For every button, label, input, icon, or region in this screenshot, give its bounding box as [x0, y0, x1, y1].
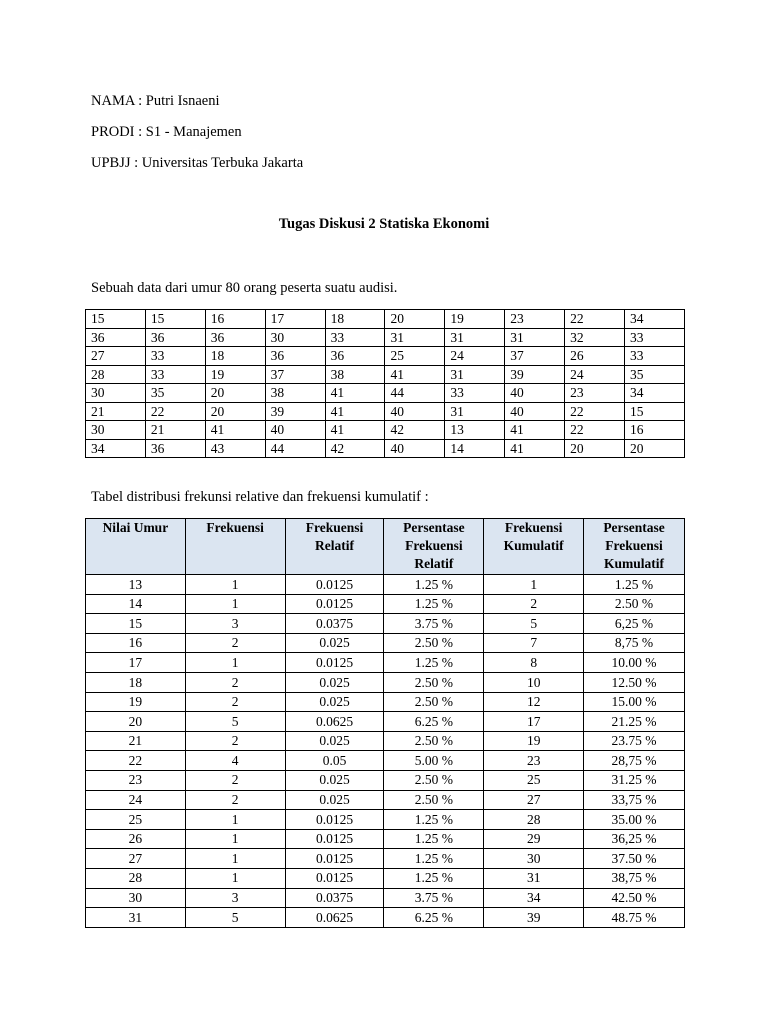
table-row [86, 731, 685, 751]
age-cell: 40 [385, 439, 445, 458]
persentase-kumulatif-cell: 2.50 % [584, 594, 685, 614]
frekuensi-relatif-cell: 0.0625 [285, 908, 384, 928]
persentase-kumulatif-cell: 15.00 % [584, 692, 685, 712]
age-cell: 36 [205, 328, 265, 347]
upbjj-unit: UPBJJ : Universitas Terbuka Jakarta [91, 155, 304, 171]
age-cell: 42 [385, 421, 445, 440]
age-cell: 41 [325, 421, 385, 440]
age-cell: 44 [385, 384, 445, 403]
age-cell: 36 [145, 328, 205, 347]
student-name: NAMA : Putri Isnaeni [91, 93, 220, 109]
age-cell: 41 [505, 439, 565, 458]
age-cell: 19 [205, 365, 265, 384]
age-cell: 30 [86, 421, 146, 440]
table-row [86, 888, 685, 908]
age-cell: 20 [205, 402, 265, 421]
header-text-line: Nilai Umur [102, 520, 169, 535]
age-cell: 40 [505, 384, 565, 403]
header-frekuensi-kumulatif [484, 519, 584, 575]
persentase-kumulatif-cell: 48.75 % [584, 908, 685, 928]
frekuensi-kumulatif-cell: 28 [484, 810, 584, 830]
table-row [86, 829, 685, 849]
age-cell: 40 [385, 402, 445, 421]
frekuensi-relatif-cell: 0.0125 [285, 810, 384, 830]
frekuensi-cell: 1 [185, 868, 285, 888]
frekuensi-relatif-cell: 0.0625 [285, 712, 384, 732]
age-cell: 30 [265, 328, 325, 347]
age-cell: 38 [265, 384, 325, 403]
document-title: Tugas Diskusi 2 Statiska Ekonomi [278, 216, 490, 232]
frekuensi-cell: 1 [185, 575, 285, 595]
distribution-intro-text: Tabel distribusi frekunsi relative dan frekuensi kumulatif : [91, 489, 429, 505]
persentase-relatif-cell: 2.50 % [384, 731, 484, 751]
nilai-umur-cell: 31 [86, 908, 186, 928]
nilai-umur-cell: 26 [86, 829, 186, 849]
persentase-kumulatif-cell: 31.25 % [584, 770, 685, 790]
age-cell: 31 [505, 328, 565, 347]
frekuensi-relatif-cell: 0.0375 [285, 888, 384, 908]
persentase-relatif-cell: 1.25 % [384, 829, 484, 849]
table-row [86, 310, 685, 329]
age-cell: 17 [265, 310, 325, 329]
frekuensi-kumulatif-cell: 1 [484, 575, 584, 595]
persentase-relatif-cell: 1.25 % [384, 868, 484, 888]
frekuensi-cell: 1 [185, 810, 285, 830]
age-cell: 19 [445, 310, 505, 329]
persentase-relatif-cell: 2.50 % [384, 633, 484, 653]
nilai-umur-cell: 16 [86, 633, 186, 653]
frekuensi-kumulatif-cell: 23 [484, 751, 584, 771]
age-cell: 16 [205, 310, 265, 329]
frequency-distribution-table [85, 518, 685, 928]
persentase-kumulatif-cell: 12.50 % [584, 672, 685, 692]
table-row [86, 365, 685, 384]
persentase-kumulatif-cell: 8,75 % [584, 633, 685, 653]
frekuensi-cell: 2 [185, 731, 285, 751]
frekuensi-relatif-cell: 0.0125 [285, 829, 384, 849]
frekuensi-kumulatif-cell: 7 [484, 633, 584, 653]
age-cell: 41 [205, 421, 265, 440]
age-cell: 36 [145, 439, 205, 458]
age-cell: 36 [265, 347, 325, 366]
age-cell: 41 [325, 402, 385, 421]
table-row [86, 575, 685, 595]
table-row [86, 908, 685, 928]
age-cell: 33 [625, 328, 685, 347]
age-cell: 18 [325, 310, 385, 329]
persentase-relatif-cell: 5.00 % [384, 751, 484, 771]
age-cell: 23 [565, 384, 625, 403]
table-row [86, 384, 685, 403]
nilai-umur-cell: 20 [86, 712, 186, 732]
frekuensi-kumulatif-cell: 27 [484, 790, 584, 810]
frekuensi-kumulatif-cell: 17 [484, 712, 584, 732]
age-cell: 39 [265, 402, 325, 421]
header-text-line: Persentase [403, 520, 465, 535]
frekuensi-relatif-cell: 0.05 [285, 751, 384, 771]
age-cell: 26 [565, 347, 625, 366]
age-cell: 35 [145, 384, 205, 403]
age-cell: 33 [625, 347, 685, 366]
frekuensi-cell: 1 [185, 594, 285, 614]
table-row [86, 614, 685, 634]
age-cell: 41 [385, 365, 445, 384]
age-cell: 15 [625, 402, 685, 421]
frekuensi-relatif-cell: 0.0125 [285, 594, 384, 614]
header-text-line: Relatif [414, 556, 454, 571]
frekuensi-relatif-cell: 0.025 [285, 672, 384, 692]
header-persentase-frekuensi-relatif [384, 519, 484, 575]
frekuensi-relatif-cell: 0.0125 [285, 653, 384, 673]
frekuensi-cell: 1 [185, 829, 285, 849]
table-row [86, 868, 685, 888]
table-row [86, 439, 685, 458]
age-cell: 22 [565, 402, 625, 421]
frekuensi-cell: 5 [185, 908, 285, 928]
table-row [86, 421, 685, 440]
age-cell: 22 [565, 421, 625, 440]
table-row [86, 810, 685, 830]
frekuensi-cell: 5 [185, 712, 285, 732]
persentase-kumulatif-cell: 42.50 % [584, 888, 685, 908]
age-cell: 33 [445, 384, 505, 403]
frekuensi-kumulatif-cell: 2 [484, 594, 584, 614]
frekuensi-relatif-cell: 0.025 [285, 731, 384, 751]
persentase-kumulatif-cell: 38,75 % [584, 868, 685, 888]
age-cell: 20 [205, 384, 265, 403]
persentase-relatif-cell: 1.25 % [384, 849, 484, 869]
table-row [86, 712, 685, 732]
frekuensi-relatif-cell: 0.025 [285, 790, 384, 810]
age-cell: 34 [625, 310, 685, 329]
frekuensi-relatif-cell: 0.025 [285, 633, 384, 653]
frekuensi-cell: 2 [185, 633, 285, 653]
table-row [86, 402, 685, 421]
age-cell: 31 [445, 402, 505, 421]
nilai-umur-cell: 19 [86, 692, 186, 712]
table-row [86, 633, 685, 653]
persentase-kumulatif-cell: 37.50 % [584, 849, 685, 869]
frekuensi-cell: 3 [185, 614, 285, 634]
age-cell: 31 [385, 328, 445, 347]
nilai-umur-cell: 23 [86, 770, 186, 790]
frekuensi-relatif-cell: 0.0375 [285, 614, 384, 634]
frekuensi-relatif-cell: 0.025 [285, 770, 384, 790]
header-text-line: Frekuensi [305, 520, 364, 535]
frekuensi-relatif-cell: 0.0125 [285, 849, 384, 869]
header-frekuensi [185, 519, 285, 575]
table-row [86, 347, 685, 366]
frekuensi-kumulatif-cell: 31 [484, 868, 584, 888]
age-cell: 15 [86, 310, 146, 329]
persentase-relatif-cell: 6.25 % [384, 908, 484, 928]
table-row [86, 849, 685, 869]
persentase-kumulatif-cell: 23.75 % [584, 731, 685, 751]
table-row [86, 653, 685, 673]
persentase-relatif-cell: 2.50 % [384, 692, 484, 712]
age-cell: 31 [445, 328, 505, 347]
frekuensi-cell: 2 [185, 692, 285, 712]
age-cell: 21 [145, 421, 205, 440]
persentase-kumulatif-cell: 35.00 % [584, 810, 685, 830]
table-row [86, 672, 685, 692]
study-program: PRODI : S1 - Manajemen [91, 124, 242, 140]
table-row [86, 692, 685, 712]
header-text-line: Kumulatif [604, 556, 665, 571]
frekuensi-cell: 2 [185, 770, 285, 790]
nilai-umur-cell: 24 [86, 790, 186, 810]
age-cell: 34 [86, 439, 146, 458]
age-cell: 20 [385, 310, 445, 329]
table-row [86, 770, 685, 790]
age-cell: 22 [145, 402, 205, 421]
age-cell: 21 [86, 402, 146, 421]
table-row [86, 328, 685, 347]
age-cell: 34 [625, 384, 685, 403]
age-cell: 20 [625, 439, 685, 458]
nilai-umur-cell: 21 [86, 731, 186, 751]
persentase-relatif-cell: 2.50 % [384, 790, 484, 810]
persentase-kumulatif-cell: 10.00 % [584, 653, 685, 673]
age-cell: 44 [265, 439, 325, 458]
table-header-row [86, 519, 685, 575]
nilai-umur-cell: 15 [86, 614, 186, 634]
frekuensi-kumulatif-cell: 30 [484, 849, 584, 869]
persentase-kumulatif-cell: 33,75 % [584, 790, 685, 810]
age-cell: 38 [325, 365, 385, 384]
header-text-line: Frekuensi [405, 538, 463, 553]
age-cell: 23 [505, 310, 565, 329]
age-cell: 41 [325, 384, 385, 403]
frekuensi-cell: 3 [185, 888, 285, 908]
frekuensi-kumulatif-cell: 29 [484, 829, 584, 849]
frekuensi-kumulatif-cell: 25 [484, 770, 584, 790]
age-cell: 33 [145, 347, 205, 366]
persentase-kumulatif-cell: 28,75 % [584, 751, 685, 771]
nilai-umur-cell: 13 [86, 575, 186, 595]
persentase-relatif-cell: 1.25 % [384, 810, 484, 830]
age-cell: 31 [445, 365, 505, 384]
table-row [86, 594, 685, 614]
frekuensi-kumulatif-cell: 5 [484, 614, 584, 634]
nilai-umur-cell: 22 [86, 751, 186, 771]
age-cell: 30 [86, 384, 146, 403]
frekuensi-relatif-cell: 0.025 [285, 692, 384, 712]
age-cell: 27 [86, 347, 146, 366]
persentase-kumulatif-cell: 36,25 % [584, 829, 685, 849]
header-text-line: Persentase [603, 520, 665, 535]
nilai-umur-cell: 14 [86, 594, 186, 614]
age-cell: 40 [265, 421, 325, 440]
age-cell: 18 [205, 347, 265, 366]
age-cell: 22 [565, 310, 625, 329]
frekuensi-kumulatif-cell: 12 [484, 692, 584, 712]
age-cell: 35 [625, 365, 685, 384]
header-nilai-umur [86, 519, 186, 575]
nilai-umur-cell: 25 [86, 810, 186, 830]
age-cell: 40 [505, 402, 565, 421]
header-text-line: Frekuensi [504, 520, 563, 535]
frekuensi-kumulatif-cell: 19 [484, 731, 584, 751]
table-row [86, 751, 685, 771]
age-cell: 37 [505, 347, 565, 366]
age-cell: 28 [86, 365, 146, 384]
frekuensi-cell: 2 [185, 672, 285, 692]
persentase-relatif-cell: 3.75 % [384, 614, 484, 634]
frekuensi-cell: 1 [185, 653, 285, 673]
persentase-kumulatif-cell: 1.25 % [584, 575, 685, 595]
nilai-umur-cell: 18 [86, 672, 186, 692]
age-cell: 24 [565, 365, 625, 384]
age-cell: 16 [625, 421, 685, 440]
raw-age-data-table [85, 309, 685, 458]
age-cell: 20 [565, 439, 625, 458]
frekuensi-cell: 4 [185, 751, 285, 771]
frekuensi-cell: 1 [185, 849, 285, 869]
header-text-line: Relatif [315, 538, 354, 553]
header-text-line: Frekuensi [605, 538, 663, 553]
frekuensi-cell: 2 [185, 790, 285, 810]
nilai-umur-cell: 30 [86, 888, 186, 908]
header-text-line: Kumulatif [503, 538, 564, 553]
data-intro-text: Sebuah data dari umur 80 orang peserta suatu audisi. [91, 280, 398, 296]
frekuensi-kumulatif-cell: 8 [484, 653, 584, 673]
age-cell: 43 [205, 439, 265, 458]
nilai-umur-cell: 17 [86, 653, 186, 673]
header-text-line: Frekuensi [206, 520, 264, 535]
nilai-umur-cell: 27 [86, 849, 186, 869]
persentase-kumulatif-cell: 6,25 % [584, 614, 685, 634]
age-cell: 24 [445, 347, 505, 366]
age-cell: 39 [505, 365, 565, 384]
age-cell: 37 [265, 365, 325, 384]
frekuensi-kumulatif-cell: 34 [484, 888, 584, 908]
persentase-relatif-cell: 2.50 % [384, 672, 484, 692]
table-row [86, 790, 685, 810]
header-frekuensi-relatif [285, 519, 384, 575]
persentase-relatif-cell: 1.25 % [384, 575, 484, 595]
age-cell: 33 [145, 365, 205, 384]
persentase-relatif-cell: 1.25 % [384, 653, 484, 673]
frekuensi-kumulatif-cell: 39 [484, 908, 584, 928]
header-persentase-frekuensi-kumulatif [584, 519, 685, 575]
frekuensi-relatif-cell: 0.0125 [285, 868, 384, 888]
age-cell: 32 [565, 328, 625, 347]
persentase-relatif-cell: 6.25 % [384, 712, 484, 732]
age-cell: 13 [445, 421, 505, 440]
age-cell: 25 [385, 347, 445, 366]
age-cell: 42 [325, 439, 385, 458]
frekuensi-relatif-cell: 0.0125 [285, 575, 384, 595]
age-cell: 33 [325, 328, 385, 347]
frekuensi-kumulatif-cell: 10 [484, 672, 584, 692]
persentase-kumulatif-cell: 21.25 % [584, 712, 685, 732]
persentase-relatif-cell: 2.50 % [384, 770, 484, 790]
age-cell: 36 [325, 347, 385, 366]
nilai-umur-cell: 28 [86, 868, 186, 888]
persentase-relatif-cell: 1.25 % [384, 594, 484, 614]
persentase-relatif-cell: 3.75 % [384, 888, 484, 908]
age-cell: 14 [445, 439, 505, 458]
age-cell: 15 [145, 310, 205, 329]
age-cell: 36 [86, 328, 146, 347]
age-cell: 41 [505, 421, 565, 440]
